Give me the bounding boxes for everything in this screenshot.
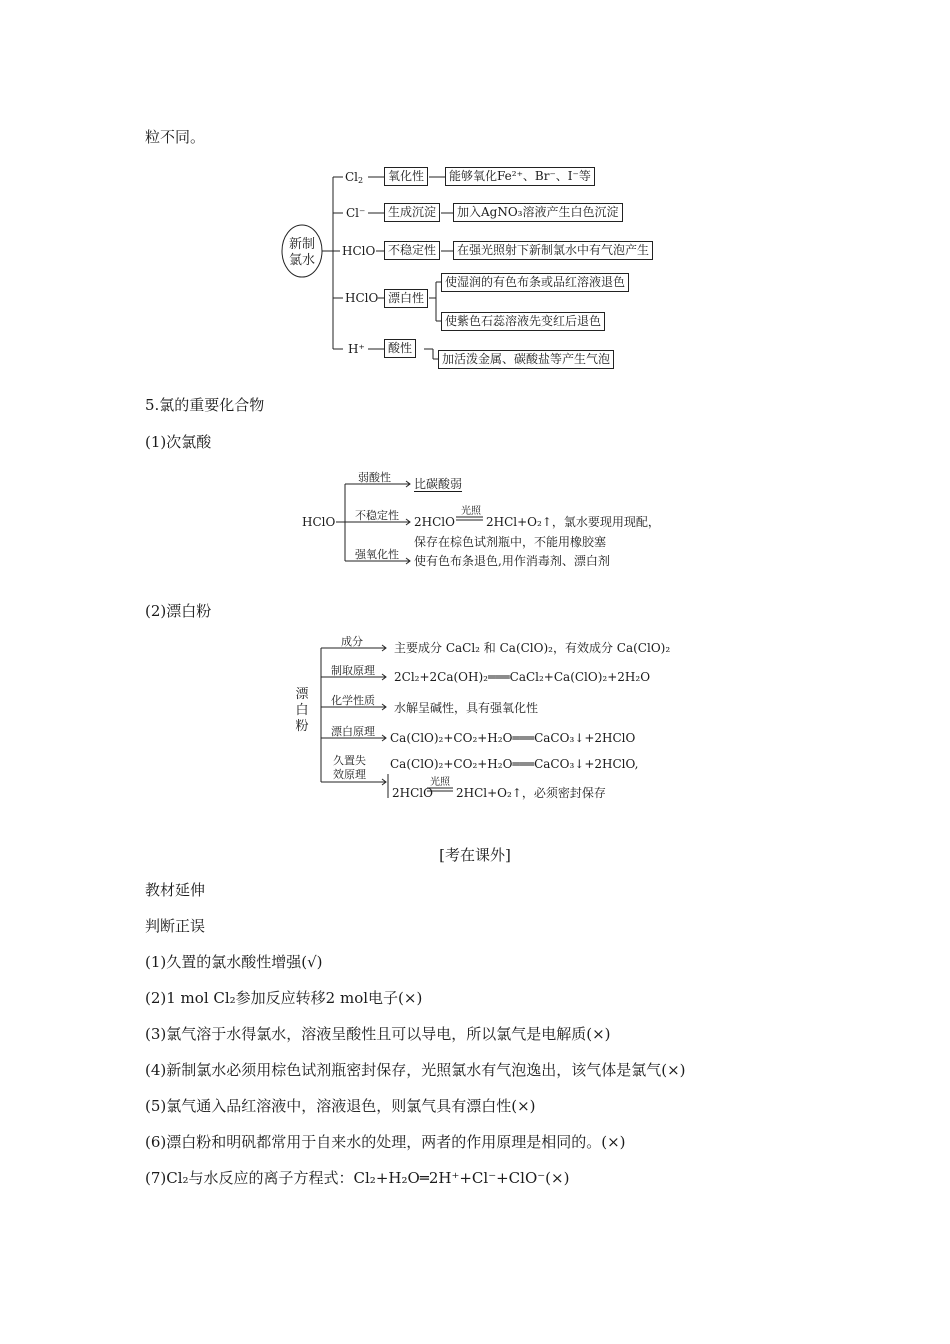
result-box-decolor: 使湿润的有色布条或品红溶液退色 [441,273,629,292]
label-composition: 成分 [341,635,363,648]
text-strong-oxidizing: 使有色布条退色,用作消毒剂、漂白剂 [414,554,610,568]
species-cl-ion: Cl⁻ [346,206,366,220]
list-item: (6)漂白粉和明矾都常用于自来水的处理，两者的作用原理是相同的。(×) [145,1133,626,1151]
list-item: (7)Cl₂与水反应的离子方程式：Cl₂+H₂O═2H⁺+Cl⁻+ClO⁻(×) [145,1169,570,1187]
text-bleach-principle: Ca(ClO)₂+CO₂+H₂O═══CaCO₃↓+2HClO [390,731,636,745]
jiaocai-title: 教材延伸 [145,881,206,899]
list-item: (5)氯气通入品红溶液中，溶液退色，则氯气具有漂白性(×) [145,1097,536,1115]
intro-text: 粒不同。 [145,128,206,146]
species-cl2: $Cl_2$ [345,170,364,185]
kaozai-title: [考在课外] [439,846,511,864]
property-box-unstable: 不稳定性 [384,241,440,260]
label-weak-acid: 弱酸性 [358,471,391,484]
result-box-metal: 加活泼金属、碳酸盐等产生气泡 [438,350,614,369]
list-item: (4)新制氯水必须用棕色试剂瓶密封保存，光照氯水有气泡逸出，该气体是氯气(×) [145,1061,686,1079]
list-item: (2)1 mol Cl₂参加反应转移2 mol电子(×) [145,989,423,1007]
text-unstable-c: 保存在棕色试剂瓶中，不能用橡胶塞 [414,535,607,549]
label-strong-oxidizing: 强氧化性 [355,548,399,561]
section5-title: 5.氯的重要化合物 [145,396,265,414]
result-box-bubbles: 在强光照射下新制氯水中有气泡产生 [453,241,653,260]
text-composition: 主要成分 CaCl₂ 和 Ca(ClO)₂，有效成分 Ca(ClO)₂ [394,641,671,655]
text-failure-a: Ca(ClO)₂+CO₂+H₂O═══CaCO₃↓+2HClO, [390,757,639,771]
result-box-agno3: 加入AgNO₃溶液产生白色沉淀 [453,203,623,222]
diagram1-center-label: 新制氯水 [288,237,315,268]
result-box-oxidize: 能够氧化Fe²⁺、Br⁻、I⁻等 [445,167,595,186]
panduan-title: 判断正误 [145,917,206,935]
cond-light-2: 光照 [430,777,450,788]
label-bleach-principle: 漂白原理 [331,725,375,738]
label-chemical-property: 化学性质 [331,694,375,707]
list-item: (3)氯气溶于水得氯水，溶液呈酸性且可以导电，所以氯气是电解质(×) [145,1025,611,1043]
diagram2-center-label: HClO [302,515,336,529]
text-failure-b2: 2HCl+O₂↑，必须密封保存 [456,786,606,800]
sub1-title: (1)次氯酸 [145,433,212,451]
diagram3-center-label: 漂白粉 [295,687,309,734]
text-weak-acid-value: 比碳酸弱 [414,477,463,491]
property-box-oxidizing: 氧化性 [384,167,428,186]
property-box-acidic: 酸性 [384,339,416,358]
species-h-ion: H⁺ [348,342,365,356]
label-failure-a: 久置失 [333,754,366,767]
label-failure-b: 效原理 [333,768,366,781]
text-unstable-b: 2HCl+O₂↑，氯水要现用现配， [486,515,660,529]
text-chemical-property: 水解呈碱性，具有强氧化性 [394,701,539,715]
text-preparation: 2Cl₂+2Ca(OH)₂═══CaCl₂+Ca(ClO)₂+2H₂O [394,670,651,684]
text-failure-b1: 2HClO [392,786,433,800]
label-preparation: 制取原理 [331,664,375,677]
result-box-litmus: 使紫色石蕊溶液先变红后退色 [441,312,605,331]
species-hclo-1: HClO [342,244,376,258]
species-hclo-2: HClO [345,291,379,305]
cond-light-1: 光照 [461,506,481,517]
property-box-bleaching: 漂白性 [384,289,428,308]
sub2-title: (2)漂白粉 [145,602,212,620]
property-box-precipitate: 生成沉淀 [384,203,440,222]
label-unstable: 不稳定性 [355,509,399,522]
list-item: (1)久置的氯水酸性增强(√) [145,953,323,971]
text-unstable-a: 2HClO [414,515,455,529]
